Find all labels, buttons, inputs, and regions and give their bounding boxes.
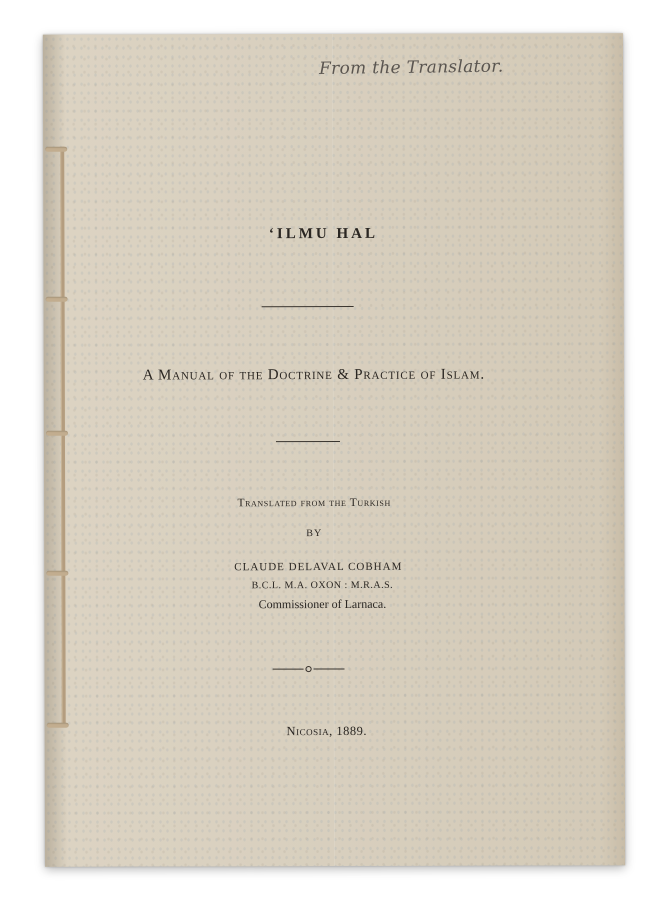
translator-name: CLAUDE DELAVAL COBHAM bbox=[234, 560, 403, 574]
subtitle-rule bbox=[276, 441, 340, 442]
translated-from-line: Translated from the Turkish bbox=[237, 496, 391, 510]
book-title: ʻILMU HAL bbox=[268, 225, 379, 243]
center-fold bbox=[332, 34, 335, 866]
book-subtitle: A Manual of the Doctrine & Practice of Islam. bbox=[142, 366, 485, 384]
stitch-top-icon bbox=[45, 147, 67, 152]
translator-degrees: B.C.L. M.A. OXON : M.R.A.S. bbox=[251, 579, 394, 592]
rule-ornament-icon bbox=[273, 664, 345, 674]
stitch-middle-icon bbox=[46, 431, 68, 436]
stitch-upper-icon bbox=[46, 297, 68, 302]
title-page bbox=[43, 33, 625, 867]
title-rule bbox=[262, 306, 354, 307]
handwritten-inscription: From the Translator. bbox=[318, 56, 504, 80]
by-line: BY bbox=[306, 528, 323, 540]
imprint-place-date: Nicosia, 1889. bbox=[286, 723, 367, 739]
translator-office: Commissioner of Larnaca. bbox=[258, 596, 387, 612]
